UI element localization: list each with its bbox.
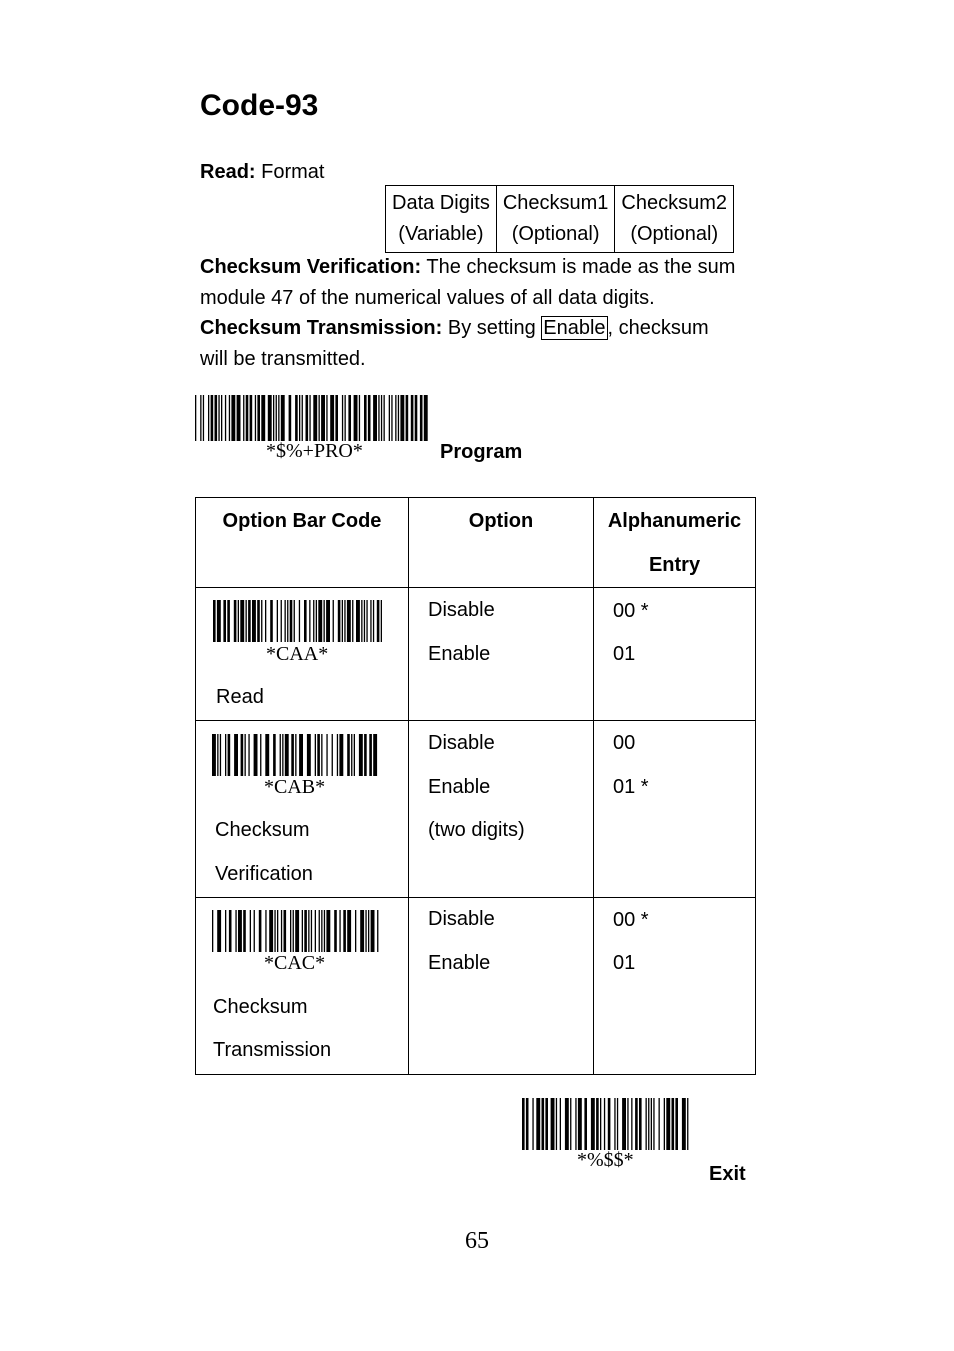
barcode-bar <box>313 600 314 642</box>
barcode-bar <box>257 600 260 642</box>
barcode-bar <box>281 600 282 642</box>
barcode-bar <box>243 910 246 952</box>
barcode-bar <box>591 1098 595 1150</box>
entry-01: 01 <box>613 643 636 665</box>
barcode-bar <box>415 395 418 441</box>
barcode-bar <box>290 600 293 642</box>
barcode-bar <box>326 395 327 441</box>
barcode-bar <box>237 395 241 441</box>
barcode-bar <box>391 395 392 441</box>
page-number: 65 <box>465 1228 489 1254</box>
read-value: Format <box>261 161 325 183</box>
barcode-bar <box>265 910 266 952</box>
barcode-bar <box>651 1098 652 1150</box>
barcode-bar <box>235 910 236 952</box>
table-row <box>196 898 756 1075</box>
program-barcode[interactable] <box>195 395 429 441</box>
barcode-bar <box>315 734 316 776</box>
barcode-bar <box>257 395 260 441</box>
row-read-barcode-cell <box>196 588 409 721</box>
transmission-barcode-text: *CAC* <box>264 952 326 974</box>
barcode-bar <box>364 734 367 776</box>
barcode-bar <box>635 1098 638 1150</box>
format-cell-data-digits: Data Digits (Variable) <box>386 186 497 253</box>
barcode-bar <box>343 910 346 952</box>
barcode-bar <box>261 600 262 642</box>
header-option: Option <box>409 498 594 588</box>
barcode-bar <box>672 1098 675 1150</box>
barcode-bar <box>284 910 287 952</box>
row-read-entries-cell <box>594 588 756 721</box>
barcode-bar <box>268 395 272 441</box>
options-header-row <box>196 498 756 588</box>
barcode-bar <box>584 1098 587 1150</box>
barcode-bar <box>366 600 367 642</box>
barcode-bar <box>217 910 221 952</box>
verification-line-1: Checksum Verification: The checksum is made as the sum <box>200 256 736 278</box>
barcode-bar <box>324 600 325 642</box>
barcode-bar <box>532 1098 533 1150</box>
barcode-bar <box>664 1098 665 1150</box>
option-enable: Enable <box>428 643 491 665</box>
barcode-bar <box>213 600 216 642</box>
row-verification-label-2: Verification <box>215 863 313 885</box>
header-option-bar-code: Option Bar Code <box>196 498 409 588</box>
barcode-bar <box>373 395 377 441</box>
option-disable: Disable <box>428 599 495 621</box>
barcode-bar <box>342 395 343 441</box>
format-table <box>385 185 734 253</box>
row-verification-barcode-cell <box>196 721 409 898</box>
barcode-bar <box>218 395 219 441</box>
exit-label: Exit <box>709 1163 746 1185</box>
barcode-bar <box>373 734 377 776</box>
barcode-bar <box>234 734 238 776</box>
barcode-bar <box>265 734 269 776</box>
barcode-bar <box>420 395 423 441</box>
barcode-bar <box>228 734 231 776</box>
barcode-bar <box>395 395 396 441</box>
barcode-bar <box>354 734 355 776</box>
entry-00: 00 <box>613 732 636 754</box>
barcode-bar <box>270 600 273 642</box>
barcode-bar <box>319 910 320 952</box>
row-transmission-entries-cell <box>594 898 756 1075</box>
barcode-bar <box>225 734 226 776</box>
barcode-bar <box>252 600 256 642</box>
barcode-bar <box>321 910 322 952</box>
barcode-bar <box>240 600 244 642</box>
barcode-bar <box>295 910 299 952</box>
read-label: Read: <box>200 161 256 183</box>
barcode-bar <box>315 910 316 952</box>
barcode-bar <box>339 910 340 952</box>
barcode-bar <box>522 1098 525 1150</box>
barcode-bar <box>319 395 320 441</box>
barcode-bar <box>260 734 261 776</box>
barcode-bar <box>302 395 303 441</box>
barcode-bar <box>294 600 295 642</box>
row-read-label: Read <box>216 686 264 708</box>
barcode-bar <box>274 910 275 952</box>
barcode-bar <box>371 910 375 952</box>
barcode-bar <box>639 1098 642 1150</box>
barcode-bar <box>238 910 242 952</box>
row-transmission-options-cell <box>409 898 594 1075</box>
barcode-bar <box>352 600 353 642</box>
barcode-bar <box>333 600 334 642</box>
barcode-bar <box>245 734 246 776</box>
barcode-bar <box>368 395 371 441</box>
enable-boxed-text: Enable <box>543 317 606 339</box>
barcode-bar <box>261 395 265 441</box>
barcode-bar <box>659 1098 660 1150</box>
barcode-bar <box>211 395 214 441</box>
barcode-bar <box>220 734 221 776</box>
barcode-bar <box>223 600 226 642</box>
barcode-bar <box>347 600 351 642</box>
barcode-bar <box>578 1098 582 1150</box>
barcode-bar <box>250 395 253 441</box>
barcode-bar <box>617 1098 618 1150</box>
table-row <box>196 721 756 898</box>
barcode-bar <box>338 600 341 642</box>
barcode-bar <box>217 734 218 776</box>
barcode-bar <box>565 1098 569 1150</box>
barcode-bar <box>290 910 291 952</box>
barcode-bar <box>377 910 378 952</box>
row-verification-entries-cell <box>594 721 756 898</box>
barcode-bar <box>208 395 209 441</box>
program-label: Program <box>440 441 523 463</box>
entry-00: 00 * <box>613 600 649 622</box>
barcode-bar <box>321 734 322 776</box>
barcode-bar <box>355 910 356 952</box>
barcode-bar <box>666 1098 670 1150</box>
barcode-bar <box>227 600 230 642</box>
barcode-bar <box>229 395 230 441</box>
barcode-bar <box>359 395 360 441</box>
barcode-bar <box>384 395 385 441</box>
barcode-bar <box>604 1098 605 1150</box>
barcode-bar <box>560 1098 561 1150</box>
barcode-bar <box>280 734 281 776</box>
barcode-bar <box>339 734 343 776</box>
barcode-bar <box>687 1098 688 1150</box>
barcode-bar <box>212 734 216 776</box>
barcode-bar <box>299 395 300 441</box>
row-transmission-label-1: Checksum <box>213 996 308 1018</box>
barcode-bar <box>365 910 366 952</box>
barcode-bar <box>378 395 379 441</box>
barcode-bar <box>293 910 294 952</box>
barcode-bar <box>653 1098 654 1150</box>
verification-barcode[interactable] <box>212 734 380 776</box>
option-two-digits: (two digits) <box>428 819 525 841</box>
barcode-bar <box>332 734 333 776</box>
barcode-bar <box>370 600 371 642</box>
barcode-bar <box>360 910 364 952</box>
program-barcode-text: *$%+PRO* <box>266 440 363 462</box>
barcode-bar <box>364 600 365 642</box>
barcode-bar <box>273 395 274 441</box>
format-cell-checksum2: Checksum2 (Optional) <box>615 186 734 253</box>
barcode-bar <box>342 600 343 642</box>
barcode-bar <box>406 395 409 441</box>
barcode-bar <box>536 1098 540 1150</box>
barcode-bar <box>318 600 322 642</box>
barcode-bar <box>269 910 273 952</box>
barcode-bar <box>203 395 204 441</box>
barcode-bar <box>302 910 303 952</box>
barcode-bar <box>556 1098 557 1150</box>
transmission-line-2: will be transmitted. <box>200 348 366 370</box>
barcode-bar <box>277 910 278 952</box>
barcode-bar <box>542 1098 545 1150</box>
option-enable: Enable <box>428 776 491 798</box>
barcode-bar <box>316 600 317 642</box>
barcode-bar <box>278 395 279 441</box>
barcode-bar <box>359 734 363 776</box>
barcode-bar <box>200 395 201 441</box>
format-cell-checksum1: Checksum1 (Optional) <box>496 186 615 253</box>
barcode-bar <box>526 1098 529 1150</box>
verification-barcode-text: *CAB* <box>264 776 326 798</box>
barcode-bar <box>361 600 362 642</box>
barcode-bar <box>608 1098 611 1150</box>
barcode-bar <box>675 1098 678 1150</box>
barcode-bar <box>330 395 334 441</box>
barcode-bar <box>282 734 283 776</box>
barcode-bar <box>246 395 249 441</box>
barcode-bar <box>356 600 360 642</box>
option-enable: Enable <box>428 952 491 974</box>
barcode-bar <box>234 600 237 642</box>
barcode-bar <box>291 734 294 776</box>
barcode-bar <box>389 395 390 441</box>
barcode-bar <box>259 910 262 952</box>
barcode-bar <box>273 734 276 776</box>
barcode-bar <box>381 395 382 441</box>
barcode-bar <box>285 600 286 642</box>
barcode-bar <box>243 395 244 441</box>
table-row <box>196 588 756 721</box>
barcode-bar <box>321 395 325 441</box>
transmission-line-1: Checksum Transmission: By setting Enable , checksum <box>200 317 709 339</box>
barcode-bar <box>348 395 351 441</box>
barcode-bar <box>254 910 255 952</box>
barcode-bar <box>344 600 345 642</box>
options-table <box>195 497 756 1075</box>
barcode-bar <box>309 395 310 441</box>
row-verification-options-cell <box>409 721 594 898</box>
barcode-bar <box>281 395 285 441</box>
barcode-bar <box>682 1098 686 1150</box>
barcode-bar <box>347 734 350 776</box>
barcode-bar <box>221 395 222 441</box>
barcode-bar <box>354 395 358 441</box>
verification-label: Checksum Verification: <box>200 256 422 278</box>
barcode-bar <box>246 600 247 642</box>
barcode-bar <box>545 1098 548 1150</box>
barcode-bar <box>614 1098 615 1150</box>
entry-00: 00 * <box>613 909 649 931</box>
entry-01: 01 <box>613 952 636 974</box>
transmission-label: Checksum Transmission: <box>200 317 443 339</box>
barcode-bar <box>335 395 338 441</box>
barcode-bar <box>248 600 251 642</box>
barcode-bar <box>570 1098 571 1150</box>
barcode-bar <box>364 395 367 441</box>
barcode-bar <box>377 600 380 642</box>
barcode-bar <box>299 600 300 642</box>
barcode-bar <box>424 395 428 441</box>
row-read-options-cell <box>409 588 594 721</box>
read-barcode[interactable] <box>213 600 383 642</box>
barcode-bar <box>345 395 346 441</box>
barcode-bar <box>308 910 309 952</box>
barcode-bar <box>225 395 226 441</box>
barcode-bar <box>337 734 338 776</box>
barcode-bar <box>309 600 310 642</box>
barcode-bar <box>369 734 372 776</box>
barcode-bar <box>373 600 374 642</box>
barcode-bar <box>324 910 325 952</box>
barcode-bar <box>631 1098 632 1150</box>
barcode-bar <box>551 1098 555 1150</box>
barcode-bar <box>255 395 256 441</box>
barcode-bar <box>575 1098 576 1150</box>
barcode-bar <box>648 1098 649 1150</box>
barcode-bar <box>287 600 288 642</box>
barcode-bar <box>311 910 312 952</box>
barcode-bar <box>299 734 303 776</box>
barcode-bar <box>250 910 251 952</box>
barcode-bar <box>265 600 266 642</box>
barcode-bar <box>238 600 239 642</box>
barcode-bar <box>381 600 382 642</box>
row-transmission-label-2: Transmission <box>213 1039 332 1061</box>
transmission-barcode[interactable] <box>212 910 380 952</box>
row-transmission-barcode-cell <box>196 898 409 1075</box>
barcode-bar <box>317 734 320 776</box>
barcode-bar <box>248 734 249 776</box>
entry-01: 01 * <box>613 776 649 798</box>
page-title: Code-93 <box>200 89 319 122</box>
barcode-bar <box>596 1098 599 1150</box>
read-format-line <box>200 157 324 187</box>
barcode-bar <box>281 910 282 952</box>
barcode-bar <box>398 395 399 441</box>
row-verification-label-1: Checksum <box>215 819 310 841</box>
barcode-bar <box>254 734 258 776</box>
read-barcode-text: *CAA* <box>266 643 329 665</box>
barcode-bar <box>276 395 277 441</box>
barcode-bar <box>347 910 351 952</box>
barcode-bar <box>277 600 278 642</box>
barcode-bar <box>241 734 244 776</box>
barcode-bar <box>212 910 213 952</box>
barcode-bar <box>368 910 369 952</box>
barcode-bar <box>225 910 226 952</box>
barcode-bar <box>334 910 337 952</box>
barcode-bar <box>195 395 196 441</box>
barcode-bar <box>313 395 317 441</box>
barcode-bar <box>289 395 292 441</box>
exit-barcode[interactable] <box>522 1098 690 1150</box>
barcode-bar <box>304 600 307 642</box>
header-alphanumeric-entry: Alphanumeric Entry <box>594 498 756 588</box>
option-disable: Disable <box>428 732 495 754</box>
barcode-bar <box>646 1098 647 1150</box>
barcode-bar <box>326 910 330 952</box>
barcode-bar <box>229 910 232 952</box>
barcode-bar <box>215 395 218 441</box>
barcode-bar <box>231 395 235 441</box>
barcode-bar <box>295 734 296 776</box>
barcode-bar <box>295 395 298 441</box>
barcode-bar <box>304 910 307 952</box>
barcode-bar <box>217 600 221 642</box>
barcode-bar <box>307 734 311 776</box>
barcode-bar <box>351 734 352 776</box>
exit-barcode-text: *%$$* <box>577 1149 634 1171</box>
barcode-bar <box>306 395 309 441</box>
barcode-bar <box>411 395 414 441</box>
barcode-bar <box>326 600 330 642</box>
barcode-bar <box>326 734 327 776</box>
option-disable: Disable <box>428 908 495 930</box>
barcode-bar <box>622 1098 626 1150</box>
barcode-bar <box>627 1098 628 1150</box>
barcode-bar <box>285 734 289 776</box>
barcode-bar <box>400 395 404 441</box>
barcode-bar <box>600 1098 601 1150</box>
verification-line-2: module 47 of the numerical values of all data digits. <box>200 287 655 309</box>
